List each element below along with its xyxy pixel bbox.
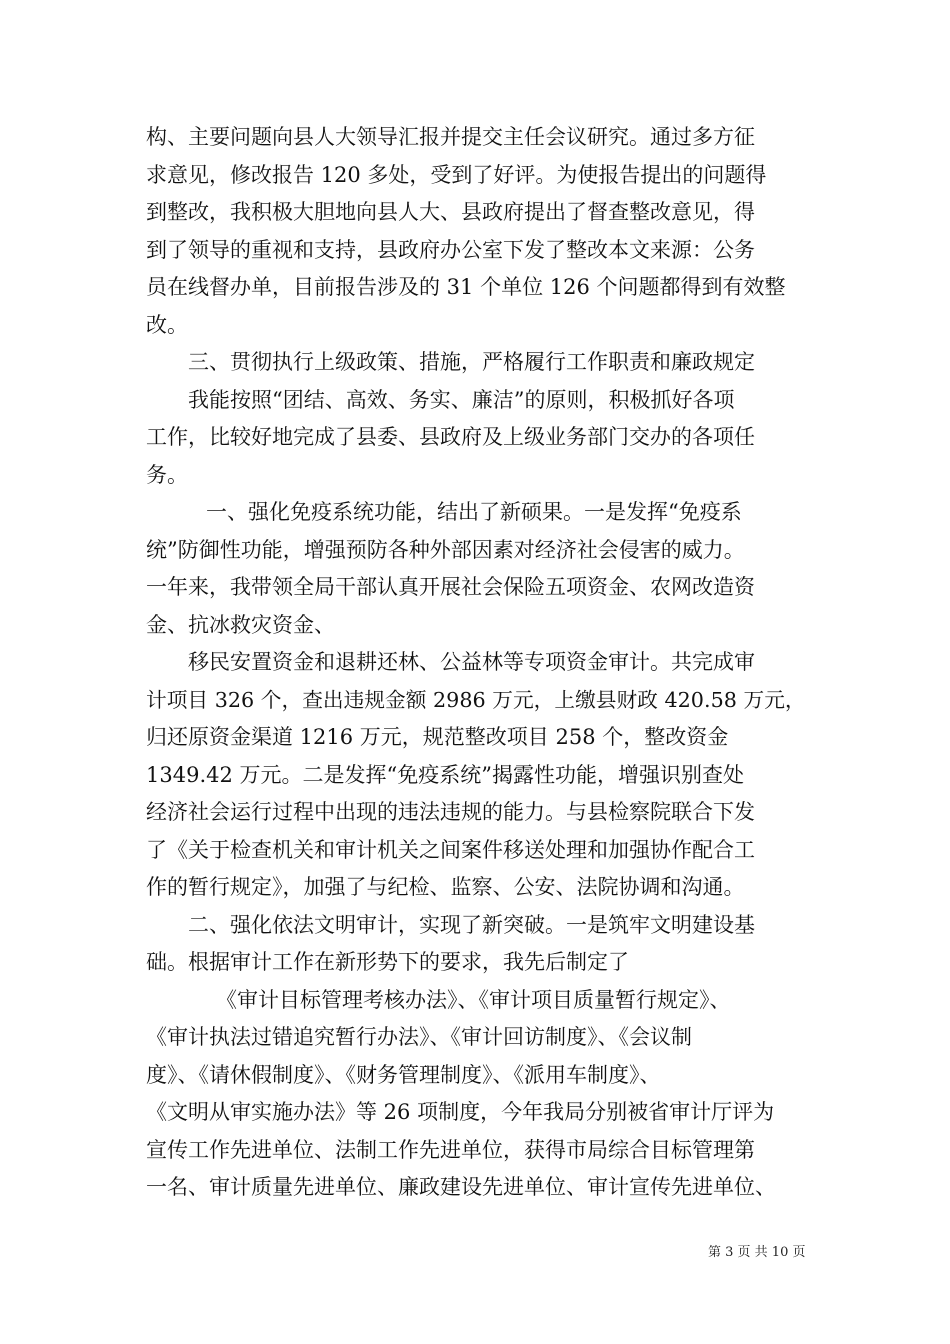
text-line: 《审计目标管理考核办法》、《审计项目质量暂行规定》、 [216,987,731,1012]
text-line: 础。根据审计工作在新形势下的要求，我先后制定了 [146,950,629,974]
text-line: 度》、《请休假制度》、《财务管理制度》、《派用车制度》、 [146,1062,661,1087]
text-line: 二、强化依法文明审计，实现了新突破。一是筑牢文明建设基 [188,912,755,937]
text-line: 《审计执法过错追究暂行办法》、《审计回访制度》、《会议制 [146,1025,692,1049]
text-line: 工作，比较好地完成了县委、县政府及上级业务部门交办的各项任 [146,425,755,449]
text-line: 了《关于检查机关和审计机关之间案件移送处理和加强协作配合工 [146,837,755,862]
text-line: 一、强化免疫系统功能，结出了新硕果。一是发挥“免疫系 [206,500,742,524]
text-line: 我能按照“团结、高效、务实、廉洁”的原则，积极抓好各项 [188,387,735,412]
text-line: 员在线督办单，目前报告涉及的 31 个单位 126 个问题都得到有效整 [146,275,786,299]
text-line: 归还原资金渠道 1216 万元，规范整改项目 258 个，整改资金 [146,725,729,749]
text-line: 务。 [146,462,188,487]
body-text [146,119,806,1207]
text-line: 求意见，修改报告 120 多处，受到了好评。为使报告提出的问题得 [146,162,767,187]
text-line: 金、抗冰救灾资金、 [146,612,335,637]
text-line: 一名、审计质量先进单位、廉政建设先进单位、审计宣传先进单位、 [146,1175,776,1199]
text-line: 到了领导的重视和支持，县政府办公室下发了整改本文来源：公务 [146,237,755,262]
section-heading: 三、贯彻执行上级政策、措施，严格履行工作职责和廉政规定 [188,350,755,374]
text-line: 改。 [146,312,188,337]
text-line: 一年来，我带领全局干部认真开展社会保险五项资金、农网改造资 [146,575,755,599]
text-line: 计项目 326 个，查出违规金额 2986 万元，上缴县财政 420.58 万元， [146,687,806,712]
text-line: 宣传工作先进单位、法制工作先进单位，获得市局综合目标管理第 [146,1137,755,1162]
text-line: 1349.42 万元。二是发挥“免疫系统”揭露性功能，增强识别查处 [146,762,744,787]
text-line: 移民安置资金和退耕还林、公益林等专项资金审计。共完成审 [188,650,755,674]
text-line: 作的暂行规定》，加强了与纪检、监察、公安、法院协调和沟通。 [146,875,745,899]
text-line: 《文明从审实施办法》等 26 项制度，今年我局分别被省审计厅评为 [146,1100,775,1124]
page-number: 第 3 页 共 10 页 [708,1245,806,1260]
text-line: 到整改，我积极大胆地向县人大、县政府提出了督查整改意见，得 [146,200,755,224]
text-line: 构、主要问题向县人大领导汇报并提交主任会议研究。通过多方征 [146,125,755,149]
text-line: 统”防御性功能，增强预防各种外部因素对经济社会侵害的威力。 [146,537,745,562]
text-line: 经济社会运行过程中出现的违法违规的能力。与县检察院联合下发 [146,800,755,824]
